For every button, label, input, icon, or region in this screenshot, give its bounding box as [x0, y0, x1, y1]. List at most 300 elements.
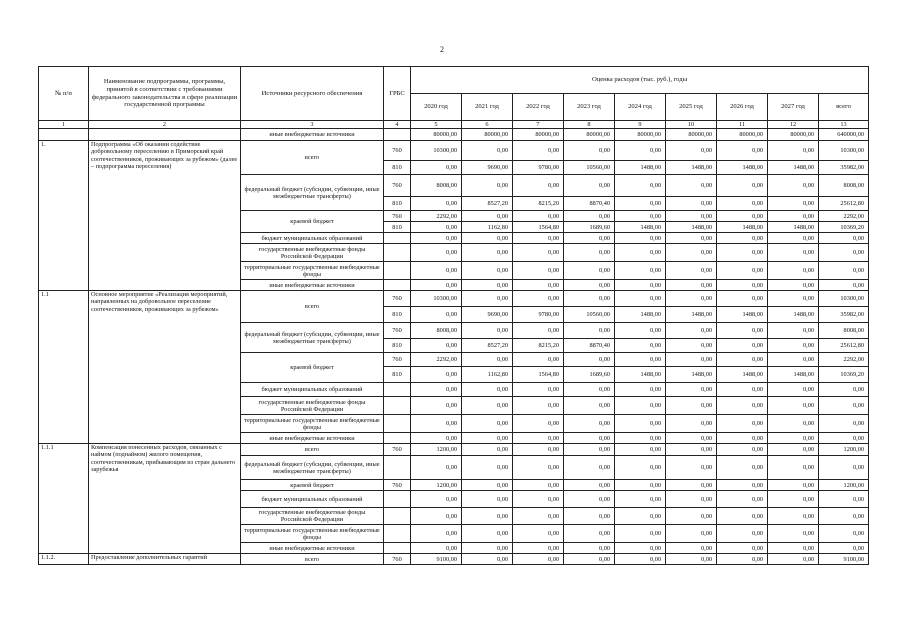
amount-cell: 0,00	[768, 197, 819, 211]
amount-cell: 80000,00	[615, 129, 666, 141]
amount-cell: 1488,00	[615, 222, 666, 233]
amount-cell: 0,00	[411, 244, 462, 262]
row-number: 1.1	[39, 291, 89, 444]
funding-source: государственные внебюджетные фонды Российской Федерации	[241, 508, 384, 525]
header-year: 2026 год	[717, 94, 768, 121]
amount-cell: 0,00	[411, 491, 462, 508]
amount-cell: 0,00	[564, 323, 615, 339]
grbs-code	[384, 456, 411, 480]
amount-cell: 1564,80	[513, 367, 564, 383]
grbs-code: 810	[384, 161, 411, 175]
amount-cell: 0,00	[717, 543, 768, 554]
funding-source: территориальные государственные внебюджетные фонды	[241, 525, 384, 543]
amount-cell: 35982,00	[819, 307, 869, 323]
amount-cell: 0,00	[768, 280, 819, 291]
amount-cell: 0,00	[411, 456, 462, 480]
amount-cell: 0,00	[768, 543, 819, 554]
grbs-code: 760	[384, 353, 411, 367]
amount-cell: 80000,00	[513, 129, 564, 141]
funding-source: краевой бюджет	[241, 353, 384, 383]
amount-cell: 0,00	[462, 141, 513, 161]
amount-cell: 0,00	[462, 491, 513, 508]
amount-cell: 0,00	[462, 323, 513, 339]
amount-cell: 0,00	[462, 456, 513, 480]
column-index-cell: 4	[384, 121, 411, 129]
amount-cell: 8008,00	[819, 323, 869, 339]
amount-cell: 0,00	[513, 175, 564, 197]
funding-source: бюджет муниципальных образований	[241, 383, 384, 397]
amount-cell: 0,00	[819, 543, 869, 554]
column-index-row	[39, 121, 869, 129]
amount-cell: 0,00	[513, 554, 564, 565]
amount-cell: 0,00	[666, 456, 717, 480]
amount-cell: 0,00	[462, 480, 513, 491]
amount-cell: 0,00	[615, 280, 666, 291]
amount-cell: 9690,00	[462, 161, 513, 175]
amount-cell: 0,00	[768, 480, 819, 491]
header-program-name: Наименование подпрограммы, программы, принятой в соответствии с требованиями федерального законодательства в сфере реализации государственной программы	[89, 67, 241, 121]
amount-cell: 0,00	[564, 508, 615, 525]
funding-source: бюджет муниципальных образований	[241, 233, 384, 244]
amount-cell: 0,00	[564, 211, 615, 222]
amount-cell: 0,00	[462, 244, 513, 262]
amount-cell: 0,00	[411, 397, 462, 415]
amount-cell: 0,00	[819, 233, 869, 244]
funding-source: федеральный бюджет (субсидии, субвенции, иные межбюджетные трансферты)	[241, 175, 384, 211]
amount-cell: 80000,00	[564, 129, 615, 141]
amount-cell: 0,00	[411, 339, 462, 353]
amount-cell: 0,00	[615, 397, 666, 415]
amount-cell: 1488,00	[615, 307, 666, 323]
row-number	[39, 129, 89, 141]
program-name: Основное мероприятие «Реализация мероприятий, направленных на добровольное переселение соотечественников, проживающих за рубежом»	[89, 291, 241, 444]
amount-cell: 0,00	[513, 543, 564, 554]
amount-cell: 0,00	[768, 433, 819, 444]
column-index-cell: 11	[717, 121, 768, 129]
amount-cell: 1488,00	[717, 161, 768, 175]
amount-cell: 0,00	[564, 480, 615, 491]
amount-cell: 0,00	[513, 508, 564, 525]
amount-cell: 0,00	[666, 543, 717, 554]
header-estimate: Оценка расходов (тыс. руб.), годы	[411, 67, 869, 94]
amount-cell: 0,00	[819, 491, 869, 508]
amount-cell: 0,00	[717, 233, 768, 244]
amount-cell: 80000,00	[411, 129, 462, 141]
amount-cell: 0,00	[513, 233, 564, 244]
amount-cell: 0,00	[615, 233, 666, 244]
amount-cell: 0,00	[411, 433, 462, 444]
amount-cell: 0,00	[462, 175, 513, 197]
amount-cell: 8527,20	[462, 339, 513, 353]
page-number: 2	[440, 45, 444, 54]
amount-cell: 0,00	[615, 415, 666, 433]
amount-cell: 80000,00	[462, 129, 513, 141]
amount-cell: 0,00	[513, 291, 564, 307]
amount-cell: 1488,00	[768, 161, 819, 175]
amount-cell: 0,00	[564, 244, 615, 262]
amount-cell: 0,00	[615, 323, 666, 339]
amount-cell: 1488,00	[615, 161, 666, 175]
amount-cell: 35982,00	[819, 161, 869, 175]
amount-cell: 0,00	[717, 433, 768, 444]
amount-cell: 0,00	[666, 433, 717, 444]
amount-cell: 0,00	[513, 141, 564, 161]
amount-cell: 0,00	[768, 491, 819, 508]
amount-cell: 0,00	[666, 383, 717, 397]
amount-cell: 0,00	[462, 233, 513, 244]
amount-cell: 1689,60	[564, 222, 615, 233]
amount-cell: 0,00	[411, 197, 462, 211]
amount-cell: 0,00	[717, 456, 768, 480]
amount-cell: 10560,00	[564, 307, 615, 323]
amount-cell: 0,00	[513, 397, 564, 415]
amount-cell: 0,00	[666, 480, 717, 491]
amount-cell: 25612,80	[819, 197, 869, 211]
column-index-cell: 8	[564, 121, 615, 129]
program-name	[89, 129, 241, 141]
amount-cell: 2292,00	[819, 353, 869, 367]
amount-cell: 1488,00	[768, 222, 819, 233]
amount-cell: 0,00	[513, 491, 564, 508]
amount-cell: 0,00	[411, 525, 462, 543]
grbs-code: 810	[384, 339, 411, 353]
amount-cell: 0,00	[462, 211, 513, 222]
amount-cell: 0,00	[819, 525, 869, 543]
grbs-code	[384, 525, 411, 543]
expense-table	[38, 66, 869, 565]
header-num: № п/п	[39, 67, 89, 121]
amount-cell: 0,00	[717, 444, 768, 456]
amount-cell: 0,00	[564, 141, 615, 161]
amount-cell: 0,00	[615, 141, 666, 161]
amount-cell: 0,00	[564, 280, 615, 291]
amount-cell: 0,00	[564, 233, 615, 244]
grbs-code	[384, 543, 411, 554]
grbs-code: 760	[384, 480, 411, 491]
column-index-cell: 10	[666, 121, 717, 129]
amount-cell: 0,00	[564, 554, 615, 565]
amount-cell: 0,00	[768, 353, 819, 367]
grbs-code	[384, 383, 411, 397]
header-grbs: ГРБС	[384, 67, 411, 121]
amount-cell: 0,00	[768, 456, 819, 480]
funding-source: территориальные государственные внебюджетные фонды	[241, 415, 384, 433]
amount-cell: 0,00	[717, 244, 768, 262]
grbs-code	[384, 233, 411, 244]
amount-cell: 0,00	[717, 280, 768, 291]
table-row	[39, 554, 869, 565]
funding-source: федеральный бюджет (субсидии, субвенции, иные межбюджетные трансферты)	[241, 456, 384, 480]
amount-cell: 0,00	[768, 554, 819, 565]
amount-cell: 0,00	[564, 175, 615, 197]
column-index-cell: 7	[513, 121, 564, 129]
amount-cell: 0,00	[717, 525, 768, 543]
amount-cell: 0,00	[666, 244, 717, 262]
amount-cell: 1162,80	[462, 367, 513, 383]
amount-cell: 0,00	[666, 508, 717, 525]
header-year: 2025 год	[666, 94, 717, 121]
amount-cell: 0,00	[513, 525, 564, 543]
amount-cell: 0,00	[768, 444, 819, 456]
amount-cell: 1488,00	[717, 307, 768, 323]
amount-cell: 0,00	[717, 262, 768, 280]
amount-cell: 8215,20	[513, 339, 564, 353]
amount-cell: 10369,20	[819, 222, 869, 233]
grbs-code: 760	[384, 175, 411, 197]
amount-cell: 0,00	[819, 456, 869, 480]
amount-cell: 0,00	[717, 508, 768, 525]
amount-cell: 0,00	[615, 211, 666, 222]
amount-cell: 0,00	[717, 141, 768, 161]
funding-source: государственные внебюджетные фонды Российской Федерации	[241, 244, 384, 262]
amount-cell: 0,00	[564, 491, 615, 508]
amount-cell: 0,00	[513, 262, 564, 280]
amount-cell: 0,00	[717, 415, 768, 433]
amount-cell: 0,00	[411, 262, 462, 280]
amount-cell: 0,00	[666, 397, 717, 415]
amount-cell: 0,00	[615, 433, 666, 444]
row-number: 1.1.1	[39, 444, 89, 554]
amount-cell: 1488,00	[717, 222, 768, 233]
funding-source: иные внебюджетные источники	[241, 129, 384, 141]
amount-cell: 0,00	[717, 211, 768, 222]
amount-cell: 80000,00	[717, 129, 768, 141]
column-index-cell: 9	[615, 121, 666, 129]
amount-cell: 0,00	[717, 554, 768, 565]
grbs-code	[384, 129, 411, 141]
amount-cell: 0,00	[564, 543, 615, 554]
amount-cell: 0,00	[462, 433, 513, 444]
grbs-code	[384, 262, 411, 280]
amount-cell: 0,00	[666, 491, 717, 508]
amount-cell: 9690,00	[462, 307, 513, 323]
amount-cell: 0,00	[666, 554, 717, 565]
amount-cell: 0,00	[666, 175, 717, 197]
funding-source: федеральный бюджет (субсидии, субвенции, иные межбюджетные трансферты)	[241, 323, 384, 353]
amount-cell: 0,00	[666, 353, 717, 367]
amount-cell: 10300,00	[819, 291, 869, 307]
column-index-cell: 3	[241, 121, 384, 129]
program-name: Предоставление дополнительных гарантий	[89, 554, 241, 565]
amount-cell: 0,00	[615, 480, 666, 491]
table-row	[39, 141, 869, 161]
amount-cell: 0,00	[411, 367, 462, 383]
amount-cell: 0,00	[768, 244, 819, 262]
column-index-cell: 2	[89, 121, 241, 129]
amount-cell: 0,00	[768, 211, 819, 222]
program-name: Подпрограмма «Об оказании содействие добровольному переселению в Приморский край соотечественников, проживающих за рубежом» (далее – подпрограмма переселения)	[89, 141, 241, 291]
amount-cell: 0,00	[411, 222, 462, 233]
amount-cell: 0,00	[666, 197, 717, 211]
grbs-code	[384, 508, 411, 525]
funding-source: иные внебюджетные источники	[241, 280, 384, 291]
amount-cell: 0,00	[564, 262, 615, 280]
amount-cell: 0,00	[411, 383, 462, 397]
amount-cell: 0,00	[615, 491, 666, 508]
amount-cell: 0,00	[411, 161, 462, 175]
amount-cell: 1200,00	[411, 444, 462, 456]
amount-cell: 8008,00	[411, 323, 462, 339]
amount-cell: 0,00	[513, 353, 564, 367]
amount-cell: 0,00	[717, 339, 768, 353]
grbs-code: 760	[384, 211, 411, 222]
table-row	[39, 291, 869, 307]
amount-cell: 0,00	[615, 444, 666, 456]
amount-cell: 0,00	[615, 383, 666, 397]
funding-source: бюджет муниципальных образований	[241, 491, 384, 508]
funding-source: краевой бюджет	[241, 211, 384, 233]
amount-cell: 0,00	[462, 280, 513, 291]
amount-cell: 0,00	[615, 525, 666, 543]
amount-cell: 0,00	[564, 291, 615, 307]
amount-cell: 0,00	[717, 491, 768, 508]
amount-cell: 0,00	[411, 233, 462, 244]
amount-cell: 0,00	[768, 141, 819, 161]
amount-cell: 1488,00	[768, 367, 819, 383]
amount-cell: 0,00	[462, 543, 513, 554]
amount-cell: 25612,80	[819, 339, 869, 353]
amount-cell: 0,00	[411, 307, 462, 323]
grbs-code: 810	[384, 197, 411, 211]
amount-cell: 1564,80	[513, 222, 564, 233]
amount-cell: 0,00	[615, 175, 666, 197]
amount-cell: 0,00	[717, 480, 768, 491]
amount-cell: 0,00	[768, 339, 819, 353]
amount-cell: 0,00	[768, 262, 819, 280]
amount-cell: 1689,60	[564, 367, 615, 383]
funding-source: иные внебюджетные источники	[241, 543, 384, 554]
header-year: 2020 год	[411, 94, 462, 121]
amount-cell: 0,00	[462, 508, 513, 525]
grbs-code: 760	[384, 291, 411, 307]
amount-cell: 10369,20	[819, 367, 869, 383]
row-number: 1.	[39, 141, 89, 291]
amount-cell: 0,00	[768, 525, 819, 543]
amount-cell: 0,00	[819, 433, 869, 444]
header-year: 2021 год	[462, 94, 513, 121]
grbs-code: 810	[384, 367, 411, 383]
amount-cell: 0,00	[564, 525, 615, 543]
amount-cell: 0,00	[615, 291, 666, 307]
amount-cell: 0,00	[615, 262, 666, 280]
amount-cell: 0,00	[462, 383, 513, 397]
funding-source: государственные внебюджетные фонды Российской Федерации	[241, 397, 384, 415]
amount-cell: 0,00	[564, 456, 615, 480]
header-year: 2027 год	[768, 94, 819, 121]
amount-cell: 0,00	[513, 415, 564, 433]
amount-cell: 0,00	[768, 291, 819, 307]
grbs-code	[384, 415, 411, 433]
amount-cell: 0,00	[513, 480, 564, 491]
amount-cell: 0,00	[615, 197, 666, 211]
amount-cell: 0,00	[462, 397, 513, 415]
amount-cell: 0,00	[564, 383, 615, 397]
funding-source: всего	[241, 554, 384, 565]
amount-cell: 0,00	[717, 197, 768, 211]
grbs-code: 760	[384, 444, 411, 456]
amount-cell: 0,00	[768, 397, 819, 415]
table-body	[39, 67, 869, 565]
amount-cell: 0,00	[717, 175, 768, 197]
amount-cell: 8215,20	[513, 197, 564, 211]
column-index-cell: 12	[768, 121, 819, 129]
amount-cell: 0,00	[717, 383, 768, 397]
amount-cell: 0,00	[717, 397, 768, 415]
amount-cell: 0,00	[768, 175, 819, 197]
amount-cell: 10300,00	[411, 291, 462, 307]
column-index-cell: 5	[411, 121, 462, 129]
grbs-code: 760	[384, 323, 411, 339]
amount-cell: 2292,00	[411, 353, 462, 367]
amount-cell: 8008,00	[411, 175, 462, 197]
column-index-cell: 6	[462, 121, 513, 129]
amount-cell: 0,00	[615, 456, 666, 480]
amount-cell: 80000,00	[768, 129, 819, 141]
amount-cell: 0,00	[666, 291, 717, 307]
amount-cell: 0,00	[768, 323, 819, 339]
amount-cell: 8870,40	[564, 339, 615, 353]
amount-cell: 0,00	[564, 433, 615, 444]
amount-cell: 0,00	[513, 323, 564, 339]
amount-cell: 9100,00	[819, 554, 869, 565]
amount-cell: 0,00	[717, 323, 768, 339]
funding-source: территориальные государственные внебюджетные фонды	[241, 262, 384, 280]
amount-cell: 1488,00	[666, 161, 717, 175]
table-row	[39, 444, 869, 456]
amount-cell: 0,00	[564, 353, 615, 367]
amount-cell: 1488,00	[768, 307, 819, 323]
amount-cell: 0,00	[615, 244, 666, 262]
header-year: 2024 год	[615, 94, 666, 121]
amount-cell: 0,00	[411, 415, 462, 433]
amount-cell: 0,00	[513, 444, 564, 456]
amount-cell: 1488,00	[717, 367, 768, 383]
amount-cell: 1200,00	[411, 480, 462, 491]
grbs-code: 810	[384, 307, 411, 323]
amount-cell: 0,00	[819, 262, 869, 280]
amount-cell: 0,00	[768, 233, 819, 244]
amount-cell: 0,00	[768, 383, 819, 397]
amount-cell: 9780,00	[513, 307, 564, 323]
amount-cell: 0,00	[666, 262, 717, 280]
amount-cell: 1488,00	[666, 222, 717, 233]
amount-cell: 0,00	[411, 508, 462, 525]
table-row	[39, 129, 869, 141]
grbs-code: 760	[384, 141, 411, 161]
amount-cell: 0,00	[615, 353, 666, 367]
header-year: всего	[819, 94, 869, 121]
grbs-code: 760	[384, 554, 411, 565]
amount-cell: 0,00	[462, 444, 513, 456]
amount-cell: 640000,00	[819, 129, 869, 141]
amount-cell: 1488,00	[666, 307, 717, 323]
amount-cell: 0,00	[768, 415, 819, 433]
amount-cell: 0,00	[513, 211, 564, 222]
amount-cell: 8008,00	[819, 175, 869, 197]
grbs-code	[384, 244, 411, 262]
grbs-code: 810	[384, 222, 411, 233]
program-name: Компенсация понесенных расходов, связанных с наймом (поднаймом) жилого помещения, соотечественникам, прибывающим из стран дальнего зарубежья	[89, 444, 241, 554]
amount-cell: 0,00	[513, 433, 564, 444]
amount-cell: 2292,00	[819, 211, 869, 222]
amount-cell: 8870,40	[564, 197, 615, 211]
amount-cell: 0,00	[564, 415, 615, 433]
amount-cell: 0,00	[462, 525, 513, 543]
amount-cell: 0,00	[666, 444, 717, 456]
amount-cell: 0,00	[615, 543, 666, 554]
amount-cell: 0,00	[717, 291, 768, 307]
amount-cell: 0,00	[462, 415, 513, 433]
